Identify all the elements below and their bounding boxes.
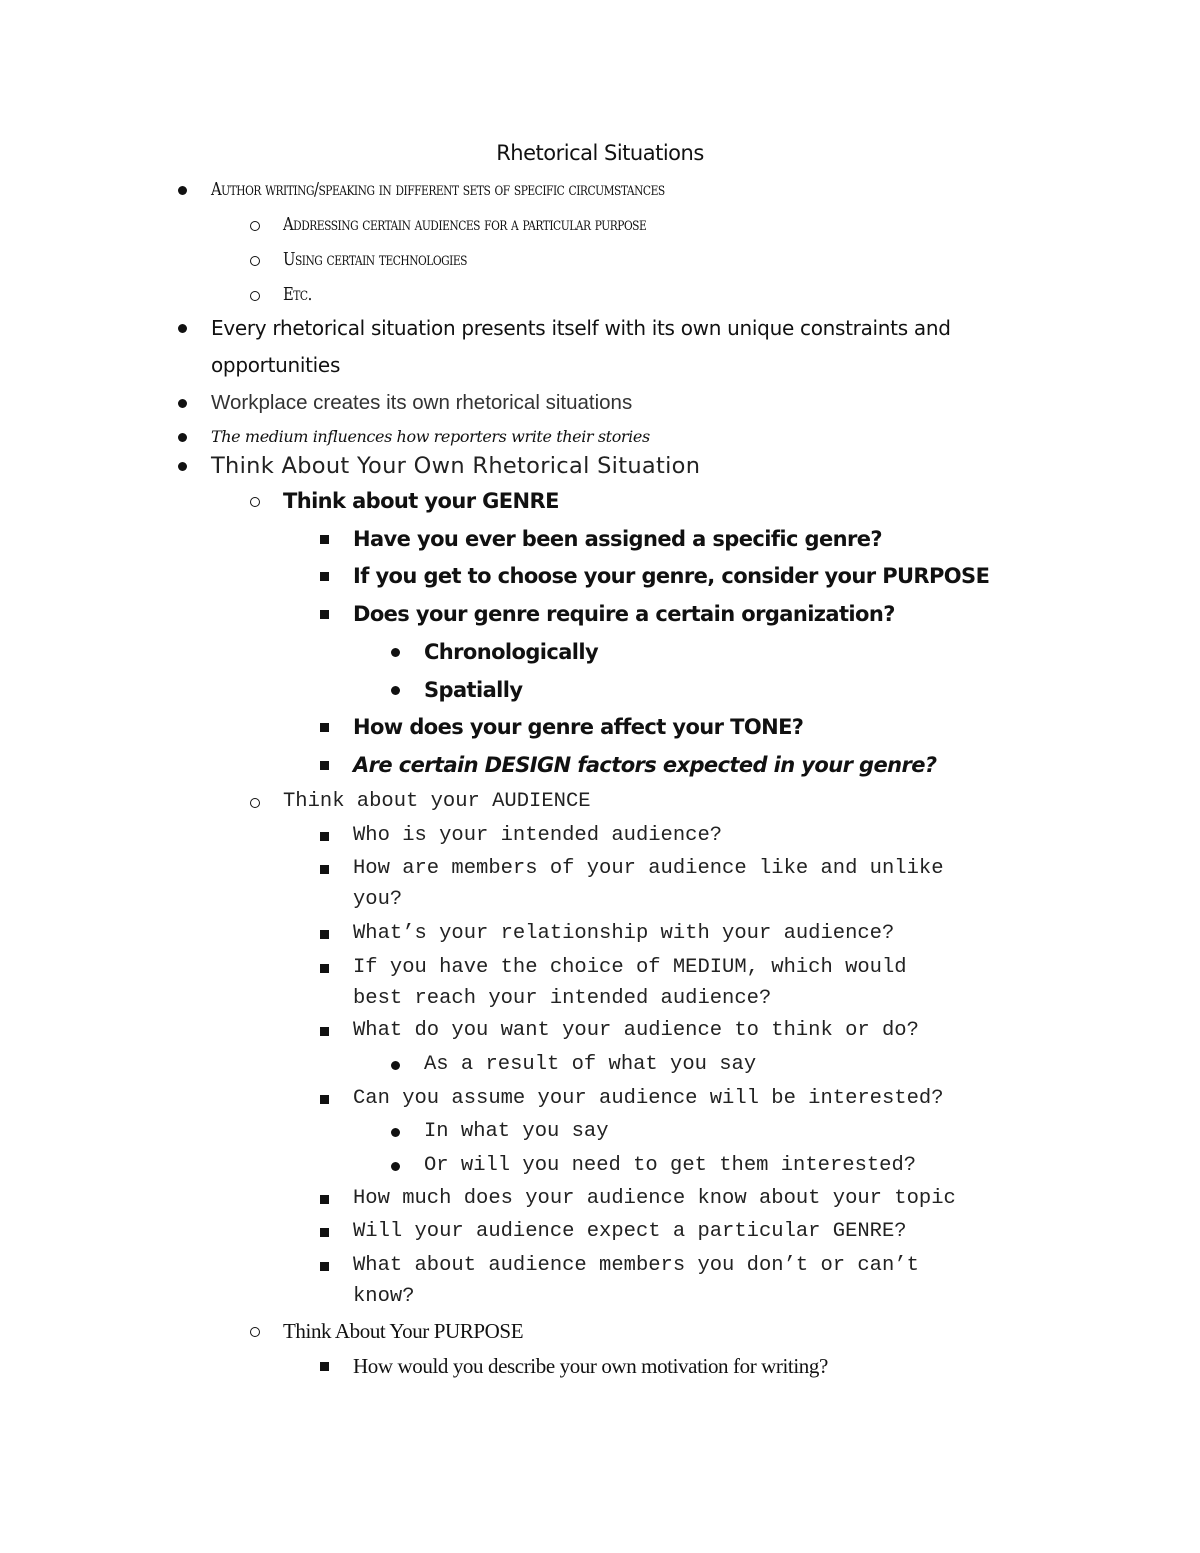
list-item [0, 280, 1200, 310]
list-item [0, 712, 1200, 742]
bullet-square-icon [320, 1262, 329, 1271]
bullet-square-icon [320, 1027, 329, 1036]
list-item-text: Does your genre require a certain organization? [353, 602, 895, 626]
list-item-text: you? [353, 888, 403, 911]
list-item [0, 350, 1200, 380]
bullet-circle-icon [250, 256, 260, 266]
list-item-text: Addressing certain audiences for a particular purpose [283, 214, 647, 235]
bullet-circle-icon [250, 1327, 260, 1337]
list-item-text: What’s your relationship with your audience? [353, 922, 895, 945]
list-item [0, 1251, 1200, 1281]
bullet-disc-icon [178, 399, 187, 408]
list-item-text: If you have the choice of MEDIUM, which would [353, 956, 907, 979]
list-item [0, 175, 1200, 205]
bullet-square-icon [320, 535, 329, 544]
list-item [0, 675, 1200, 705]
list-item [0, 953, 1200, 983]
list-item-text: Can you assume your audience will be interested? [353, 1087, 944, 1110]
bullet-square-icon [320, 832, 329, 841]
list-item [0, 1117, 1200, 1147]
bullet-square-icon [320, 1228, 329, 1237]
list-item [0, 885, 1200, 915]
list-item-text: Think About Your PURPOSE [283, 1319, 524, 1343]
list-item [0, 1016, 1200, 1046]
list-item [0, 210, 1200, 240]
list-item-text: If you get to choose your genre, consider your PURPOSE [353, 564, 990, 588]
list-item [0, 245, 1200, 275]
list-item-text: Have you ever been assigned a specific genre? [353, 527, 882, 551]
list-item [0, 313, 1200, 343]
bullet-circle-icon [250, 497, 260, 507]
list-item [0, 451, 1200, 481]
list-item-text: Will your audience expect a particular GENRE? [353, 1220, 907, 1243]
bullet-square-icon [320, 723, 329, 732]
list-item [0, 1282, 1200, 1312]
list-item-text: Workplace creates its own rhetorical situations [211, 391, 633, 414]
bullet-square-icon [320, 572, 329, 581]
list-item-text: The medium influences how reporters write their stories [211, 427, 650, 446]
list-item-text: know? [353, 1285, 415, 1308]
bullet-square-icon [320, 865, 329, 874]
bullet-square-icon [320, 1362, 329, 1371]
list-item [0, 1084, 1200, 1114]
bullet-disc-icon [391, 1162, 400, 1171]
list-item [0, 854, 1200, 884]
list-item [0, 1316, 1200, 1346]
list-item-text: Spatially [424, 678, 523, 702]
bullet-disc-icon [178, 462, 187, 471]
list-item [0, 787, 1200, 817]
list-item [0, 1217, 1200, 1247]
bullet-disc-icon [391, 686, 400, 695]
list-item-text: Think about your AUDIENCE [283, 790, 591, 813]
list-item-text: As a result of what you say [424, 1053, 757, 1076]
bullet-square-icon [320, 1095, 329, 1104]
bullet-square-icon [320, 761, 329, 770]
list-item [0, 750, 1200, 780]
list-item-text: Etc. [283, 284, 312, 305]
bullet-circle-icon [250, 798, 260, 808]
list-item [0, 1151, 1200, 1181]
list-item-text: Who is your intended audience? [353, 824, 723, 847]
bullet-circle-icon [250, 221, 260, 231]
list-item-text: How does your genre affect your TONE? [353, 715, 804, 739]
list-item [0, 637, 1200, 667]
list-item [0, 422, 1200, 452]
list-item-text: How are members of your audience like and unlike [353, 857, 944, 880]
list-item-text: Chronologically [424, 640, 599, 664]
list-item-text: best reach your intended audience? [353, 987, 772, 1010]
list-item [0, 524, 1200, 554]
list-item-text: How would you describe your own motivation for writing? [353, 1354, 828, 1378]
list-item-text: Think about your GENRE [283, 489, 559, 513]
bullet-square-icon [320, 610, 329, 619]
list-item-text: In what you say [424, 1120, 609, 1143]
bullet-disc-icon [391, 1128, 400, 1137]
list-item-text: What do you want your audience to think or do? [353, 1019, 919, 1042]
list-item-text: Think About Your Own Rhetorical Situation [211, 453, 701, 479]
bullet-square-icon [320, 964, 329, 973]
bullet-square-icon [320, 930, 329, 939]
list-item-text: Using certain technologies [283, 249, 467, 270]
list-item-text: Or will you need to get them interested? [424, 1154, 917, 1177]
list-item [0, 486, 1200, 516]
bullet-disc-icon [178, 186, 187, 195]
list-item [0, 821, 1200, 851]
list-item [0, 1050, 1200, 1080]
list-item-text: How much does your audience know about your topic [353, 1187, 956, 1210]
list-item [0, 388, 1200, 418]
list-item [0, 561, 1200, 591]
bullet-disc-icon [178, 433, 187, 442]
bullet-circle-icon [250, 291, 260, 301]
list-item-text: Every rhetorical situation presents itself with its own unique constraints and [211, 316, 951, 340]
list-item-text: opportunities [211, 353, 341, 377]
bullet-square-icon [320, 1195, 329, 1204]
bullet-disc-icon [178, 324, 187, 333]
bullet-disc-icon [391, 1061, 400, 1070]
list-item [0, 599, 1200, 629]
list-item-text: What about audience members you don’t or can’t [353, 1254, 919, 1277]
page-title: Rhetorical Situations [496, 141, 704, 165]
list-item [0, 984, 1200, 1014]
list-item [0, 1184, 1200, 1214]
list-item [0, 919, 1200, 949]
list-item-text: Author writing/speaking in different sets of specific circumstances [211, 179, 665, 200]
bullet-disc-icon [391, 648, 400, 657]
list-item [0, 1351, 1200, 1381]
list-item-text: Are certain DESIGN factors expected in your genre? [353, 753, 937, 777]
